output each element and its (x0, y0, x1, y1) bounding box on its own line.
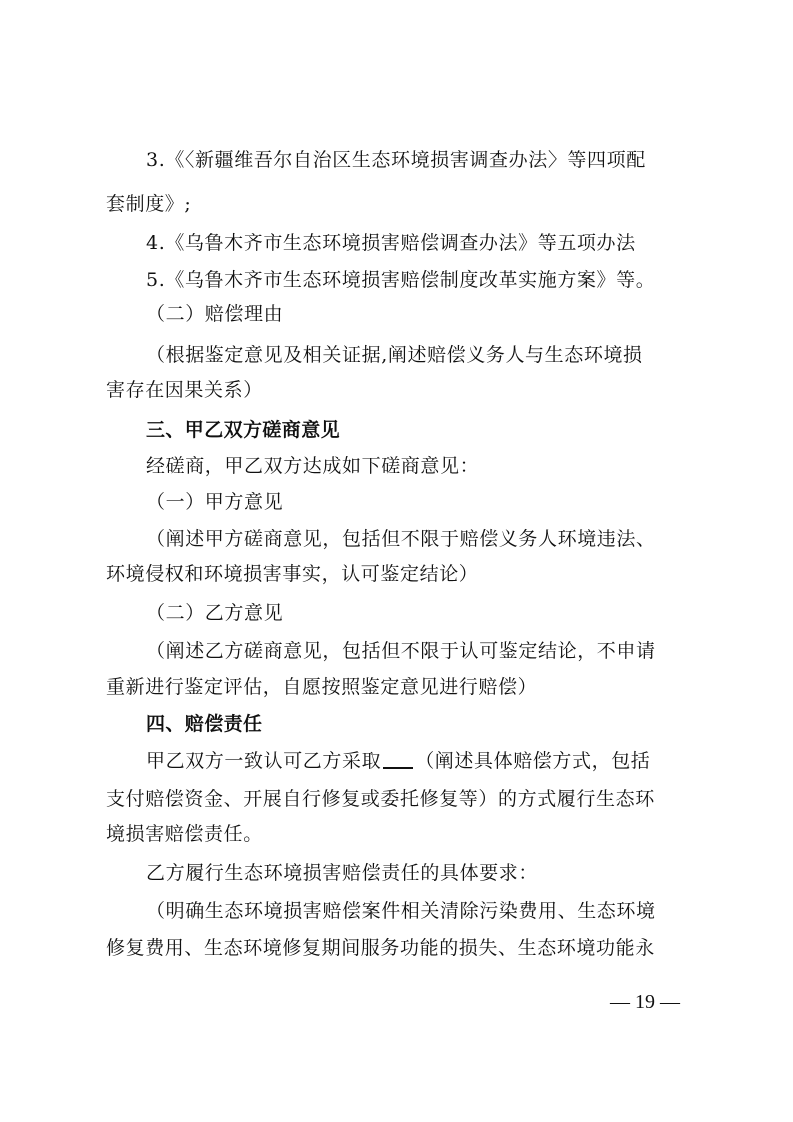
paragraph-party-b-opinion: （阐述乙方磋商意见，包括但不限于认可鉴定结论，不申请 (146, 640, 656, 662)
paragraph-liability-continuation-1: 支付赔偿资金、开展自行修复或委托修复等）的方式履行生态环 (106, 788, 655, 810)
paragraph-party-a-opinion-continuation: 环境侵权和环境损害事实，认可鉴定结论） (106, 563, 479, 585)
subsection-heading-compensation-reason: （二）赔偿理由 (146, 303, 284, 325)
paragraph-compensation-reason-continuation: 害存在因果关系） (106, 379, 263, 401)
paragraph-specific-requirements: 乙方履行生态环境损害赔偿责任的具体要求： (146, 862, 539, 884)
list-item-4: 4.《乌鲁木齐市生态环境损害赔偿调查办法》等五项办法 (146, 232, 636, 254)
paragraph-cost-details-continuation: 修复费用、生态环境修复期间服务功能的损失、生态环境功能永 (106, 937, 655, 959)
liability-text-start: 甲乙双方一致认可乙方采取 (146, 750, 382, 772)
paragraph-party-b-opinion-continuation: 重新进行鉴定评估，自愿按照鉴定意见进行赔偿） (106, 676, 538, 698)
list-item-5: 5.《乌鲁木齐市生态环境损害赔偿制度改革实施方案》等。 (146, 269, 656, 291)
paragraph-compensation-reason: （根据鉴定意见及相关证据,阐述赔偿义务人与生态环境损 (146, 344, 643, 366)
section-heading-negotiation: 三、甲乙双方磋商意见 (146, 419, 341, 441)
section-heading-liability: 四、赔偿责任 (146, 713, 263, 735)
list-item-3-continuation: 套制度》; (106, 193, 192, 215)
subsection-heading-party-a: （一）甲方意见 (146, 491, 284, 513)
paragraph-party-a-opinion: （阐述甲方磋商意见，包括但不限于赔偿义务人环境违法、 (146, 528, 656, 550)
fill-in-blank (383, 751, 413, 769)
paragraph-cost-details: （明确生态环境损害赔偿案件相关清除污染费用、生态环境 (146, 900, 656, 922)
list-item-3: 3.《〈新疆维吾尔自治区生态环境损害调查办法〉等四项配 (146, 149, 646, 171)
page-number: — 19 — (610, 991, 680, 1013)
paragraph-negotiation-intro: 经磋商，甲乙双方达成如下磋商意见： (146, 455, 480, 477)
paragraph-liability (146, 750, 701, 772)
subsection-heading-party-b: （二）乙方意见 (146, 602, 284, 624)
liability-text-end: （阐述具体赔偿方式，包括 (415, 750, 651, 772)
paragraph-liability-continuation-2: 境损害赔偿责任。 (106, 823, 263, 845)
